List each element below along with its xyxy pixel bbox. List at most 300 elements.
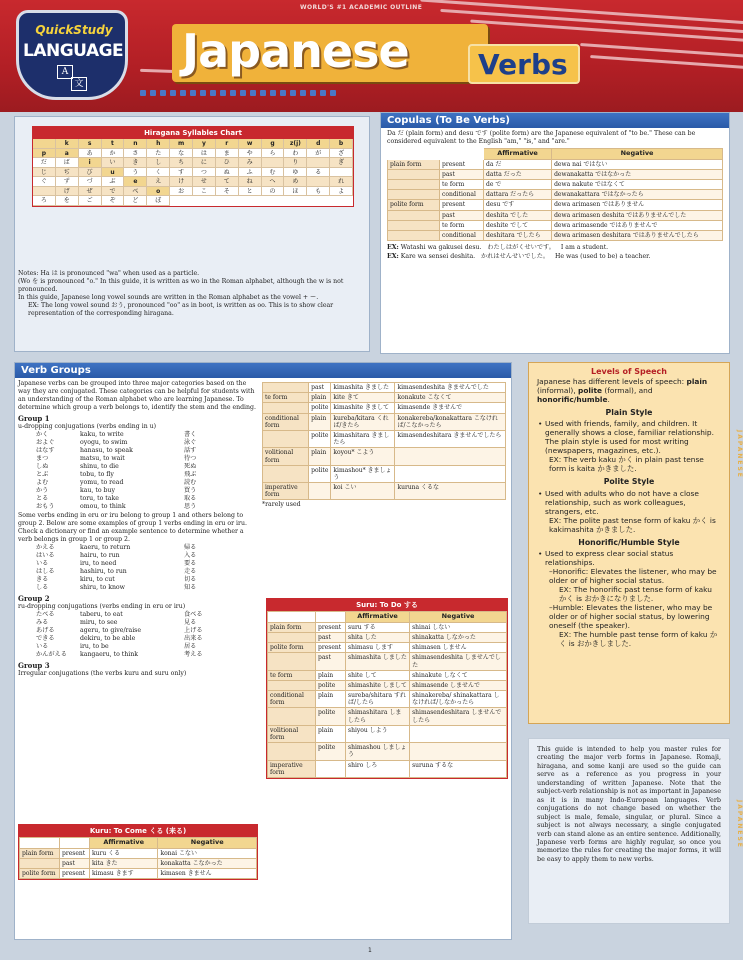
verb-list-item	[18, 439, 258, 447]
table-row	[268, 708, 507, 725]
hiragana-cell: お	[170, 187, 193, 197]
table-cell: plain	[309, 448, 331, 465]
page-subtitle: Verbs	[478, 48, 568, 81]
hiragana-cell: み	[239, 158, 262, 168]
table-row	[388, 169, 723, 179]
hiragana-cell: ず	[56, 177, 79, 187]
verb-romaji-meaning: iru, to need	[80, 560, 117, 568]
table-cell: conditional	[440, 190, 484, 200]
hiragana-cell: り	[284, 158, 307, 168]
hiragana-cell: よ	[330, 187, 353, 197]
hiragana-col-header: r	[216, 139, 239, 149]
group1-list-2	[18, 544, 258, 592]
verb-romaji-meaning: tobu, to fly	[80, 470, 114, 478]
verb-romaji-meaning: hanasu, to speak	[80, 446, 133, 454]
verb-kanji: 話す	[184, 446, 197, 454]
hiragana-cell	[330, 168, 353, 178]
verb-romaji-meaning: shinu, to die	[80, 462, 119, 470]
table-cell	[388, 220, 440, 230]
table-row	[388, 190, 723, 200]
table-cell	[388, 190, 440, 200]
table-cell: shimasendeshita しませんでした	[410, 653, 507, 670]
polite-style-title: Polite Style	[603, 477, 655, 487]
verb-kana: いる	[36, 560, 49, 568]
verb-kana: みる	[36, 619, 49, 627]
verb-kanji: 走る	[184, 568, 197, 576]
hiragana-cell: せ	[193, 177, 216, 187]
table-cell: present	[60, 848, 90, 858]
hiragana-col-header: h	[147, 139, 170, 149]
verb-romaji-meaning: matsu, to wait	[80, 454, 125, 462]
table-cell: dewa arimasende ではありませんで	[552, 220, 723, 230]
page-title: Japanese	[182, 24, 409, 78]
verb-kana: よむ	[36, 478, 49, 486]
verb-kanji: 入る	[184, 552, 197, 560]
table-cell: dewa arimasen deshita ではありませんでした	[552, 210, 723, 220]
verb-kanji: 読む	[184, 478, 197, 486]
hiragana-col-header: z(j)	[284, 139, 307, 149]
table-cell	[263, 403, 309, 413]
hiragana-cell: ら	[262, 149, 285, 159]
table-cell: conditional form	[263, 413, 309, 430]
table-cell: desu です	[484, 200, 552, 210]
col-negative: Negative	[552, 148, 723, 159]
guide-note: This guide is intended to help you master rules for creating the major verb forms in Japanese. Romaji, hiragana, and some kanji are used so the guide can serve as a reference as you progress in your understanding of written Japanese. Note that the subject-verb relationship is not as important in Japanese as it is in many Indo-European languages. Verb conjugations do not change based on whether the subject is male, female, singular, or plural. Since a subject is not always necessary, a single conjugated verb can stand alone as an entire sentence. Additionally, Japanese verb forms are highly regular, so once you memorize the rules for creating the major forms, it will be easy to apply them to new verbs.	[537, 745, 721, 863]
hiragana-cell: ぼ	[147, 196, 170, 206]
table-cell: plain	[316, 725, 346, 742]
table-cell: datta だった	[484, 169, 552, 179]
table-row	[263, 413, 506, 430]
hiragana-cell: ち	[170, 158, 193, 168]
table-cell: te form	[440, 180, 484, 190]
table-cell: past	[60, 858, 90, 868]
verb-list-item	[18, 568, 258, 576]
table-cell	[263, 465, 309, 482]
side-tab: JAPANESE	[736, 430, 743, 479]
table-row	[268, 725, 507, 742]
verb-list-item	[18, 487, 258, 495]
hiragana-cell: な	[170, 149, 193, 159]
hiragana-cell: も	[307, 187, 330, 197]
table-cell: te form	[268, 670, 316, 680]
table-cell: shimashita しました	[346, 653, 410, 670]
glyph-a: A	[57, 65, 73, 79]
group2-title: Group 2	[18, 593, 50, 603]
verb-list-item	[18, 611, 258, 619]
hiragana-cell: ま	[216, 149, 239, 159]
levels-intro: Japanese has different levels of speech: plain (informal), polite (formal), and honorific/humble.	[537, 376, 708, 404]
table-cell: shimashou しましょう	[346, 743, 410, 760]
table-cell: past	[440, 210, 484, 220]
table-cell: kimasendeshitara きませんでしたら	[395, 430, 506, 447]
table-cell	[263, 430, 309, 447]
verb-groups-title: Verb Groups	[15, 363, 511, 378]
table-row	[388, 200, 723, 210]
table-cell: polite form	[20, 869, 60, 879]
table-cell: conditional form	[268, 691, 316, 708]
table-cell: present	[440, 200, 484, 210]
honorific-example: EX: The honorific past tense form of kaku かく is おかきになりました.	[559, 585, 712, 604]
hiragana-cell	[307, 158, 330, 168]
table-cell: sureba/shitara すれば/したら	[346, 691, 410, 708]
verb-kana: おもう	[36, 502, 55, 510]
table-cell: shimasende しませんで	[410, 680, 507, 690]
verb-kana: あげる	[36, 627, 55, 635]
title-box	[172, 24, 488, 82]
hiragana-cell: く	[147, 168, 170, 178]
table-cell: de で	[484, 180, 552, 190]
table-cell: present	[316, 622, 346, 632]
table-cell: shiyou しよう	[346, 725, 410, 742]
verb-kanji: 死ぬ	[184, 462, 197, 470]
verb-kanji: 泳ぐ	[184, 439, 197, 447]
group3-title: Group 3	[18, 660, 50, 670]
verb-kana: しる	[36, 583, 49, 591]
verb-kanji: 知る	[184, 583, 197, 591]
table-cell: shimasen しません	[410, 643, 507, 653]
hiragana-cell: わ	[284, 149, 307, 159]
verb-romaji-meaning: hairu, to run	[80, 552, 120, 560]
hiragana-cell	[33, 187, 56, 197]
verb-kanji: 要る	[184, 560, 197, 568]
group2-list	[18, 611, 258, 659]
col-affirmative: Affirmative	[484, 148, 552, 159]
copula-example-1: EX: Watashi wa gakusei desu. わたしはがくせいです。 I am a student.	[387, 244, 609, 252]
verb-romaji-meaning: miru, to see	[80, 619, 118, 627]
table-cell	[388, 210, 440, 220]
verb-list-item	[18, 447, 258, 455]
hiragana-cell: げ	[56, 187, 79, 197]
table-cell	[388, 230, 440, 240]
quickstudy-logo	[16, 10, 128, 100]
table-cell: imperative form	[268, 760, 316, 777]
verb-list-item	[18, 576, 258, 584]
hiragana-cell: a	[56, 149, 79, 159]
hiragana-cell: べ	[124, 187, 147, 197]
table-cell: shimashite しまして	[346, 680, 410, 690]
table-cell: konakute こなくて	[395, 393, 506, 403]
hiragana-col-header: s	[79, 139, 102, 149]
group1-list	[18, 431, 258, 510]
hiragana-cell: び	[79, 168, 102, 178]
page-number: 1	[368, 947, 372, 954]
table-cell: kite きて	[331, 393, 395, 403]
hiragana-cell: る	[307, 168, 330, 178]
table-cell: kimashou* きましょう	[331, 465, 395, 482]
verb-kana: かんがえる	[36, 650, 67, 658]
table-cell: shimashitara しましたら	[346, 708, 410, 725]
verb-kanji: 書く	[184, 431, 197, 439]
hiragana-title: Hiragana Syllables Chart	[33, 127, 353, 139]
table-cell: shiro しろ	[346, 760, 410, 777]
verb-kanji: 思う	[184, 502, 197, 510]
guide-note-panel	[528, 738, 730, 924]
levels-of-speech	[528, 362, 730, 724]
hiragana-cell: じ	[33, 168, 56, 178]
hiragana-cell: さ	[124, 149, 147, 159]
table-cell: dewa nai ではない	[552, 159, 723, 169]
col-negative: Negative	[410, 612, 507, 623]
hiragana-notes	[18, 270, 366, 318]
table-cell	[388, 180, 440, 190]
table-row	[20, 869, 257, 879]
table-cell: shinakute しなくて	[410, 670, 507, 680]
table-cell: plain form	[268, 622, 316, 632]
table-cell	[395, 465, 506, 482]
table-cell: kimasen きません	[158, 869, 257, 879]
table-cell: shinakereba/ shinakattara しなければ/しなかったら	[410, 691, 507, 708]
table-cell	[309, 483, 331, 500]
table-row	[263, 393, 506, 403]
verb-kanji: 上げる	[184, 627, 203, 635]
hiragana-cell: て	[216, 177, 239, 187]
verb-romaji-meaning: omou, to think	[80, 502, 126, 510]
table-cell: konakatta こなかった	[158, 858, 257, 868]
hiragana-cell: ど	[124, 196, 147, 206]
hiragana-col-header: y	[193, 139, 216, 149]
table-cell: present	[316, 643, 346, 653]
hiragana-cell: め	[284, 177, 307, 187]
verb-kana: いる	[36, 642, 49, 650]
hiragana-cell: ゆ	[284, 168, 307, 178]
table-cell: past	[316, 632, 346, 642]
table-cell	[268, 680, 316, 690]
verb-kana: およぐ	[36, 439, 55, 447]
table-cell: plain	[309, 393, 331, 403]
hiragana-cell: を	[56, 196, 79, 206]
verb-romaji-meaning: kaeru, to return	[80, 544, 131, 552]
hiragana-cell: か	[102, 149, 125, 159]
table-cell	[388, 169, 440, 179]
verb-kanji: 待つ	[184, 454, 197, 462]
table-row	[263, 448, 506, 465]
table-cell	[395, 448, 506, 465]
table-cell: dewa arimasen deshitara ではありませんでしたら	[552, 230, 723, 240]
verb-kanji: 居る	[184, 642, 197, 650]
verb-romaji-meaning: shiru, to know	[80, 583, 125, 591]
group2-desc: ru-dropping conjugations (verbs ending in eru or iru)	[18, 603, 186, 611]
verb-kana: しぬ	[36, 462, 49, 470]
hiragana-col-header: b	[330, 139, 353, 149]
suru-panel	[266, 598, 508, 779]
humble-point: –Humble: Elevates the listener, who may be older or of higher social status, by lowering oneself (the speaker).	[549, 603, 713, 631]
hiragana-cell: ぐ	[33, 177, 56, 187]
table-cell: kita きた	[90, 858, 158, 868]
table-row	[263, 483, 506, 500]
table-cell	[263, 383, 309, 393]
hiragana-cell: が	[307, 149, 330, 159]
verb-romaji-meaning: kau, to buy	[80, 486, 115, 494]
verb-kanji: 買う	[184, 486, 197, 494]
hiragana-cell: の	[262, 187, 285, 197]
hiragana-cell: す	[170, 168, 193, 178]
table-cell	[268, 743, 316, 760]
tagline: WORLD'S #1 ACADEMIC OUTLINE	[300, 4, 423, 11]
table-cell: plain	[309, 413, 331, 430]
table-cell: polite	[309, 430, 331, 447]
group1-desc: u-dropping conjugations (verbs ending in u)	[18, 423, 157, 431]
rarely-used-note: *rarely used	[262, 501, 301, 509]
hiragana-chart	[32, 126, 354, 207]
table-cell: kureba/kitara くれば/きたら	[331, 413, 395, 430]
verb-kana: かく	[36, 431, 49, 439]
levels-title: Levels of Speech	[591, 367, 667, 376]
verb-kanji: 食べる	[184, 611, 203, 619]
hiragana-cell: は	[193, 149, 216, 159]
verb-list-item	[18, 431, 258, 439]
table-cell: suruna するな	[410, 760, 507, 777]
table-cell: deshita でした	[484, 210, 552, 220]
verb-romaji-meaning: kaku, to write	[80, 431, 124, 439]
table-cell: te form	[263, 393, 309, 403]
verb-groups-intro: Japanese verbs can be grouped into three major categories based on the way they are conjugated. These categories can be helpful for students with an understanding of the Roman alphabet who are learning Japanese. To determine which group a verb belongs to, identify the stem and the ending.	[18, 380, 256, 411]
verb-list-item	[18, 479, 258, 487]
honorific-style-bullet: • Used to express clear social status relationships.	[537, 549, 729, 567]
table-cell: polite form	[268, 643, 316, 653]
table-cell: present	[60, 869, 90, 879]
hiragana-cell: u	[102, 168, 125, 178]
hiragana-cell: i	[79, 158, 102, 168]
table-cell: shimasendeshitara しませんでしたら	[410, 708, 507, 725]
verb-kanji: 取る	[184, 494, 197, 502]
table-cell	[316, 760, 346, 777]
note-line: (Wo を is pronounced "o." In this guide, it is written as wo in the Roman alphabet, although the w is not pronounced.	[18, 277, 344, 293]
kuru-continued	[262, 382, 506, 510]
note-line: EX: The long vowel sound おう, pronounced "oo" as in boot, is written as oo. This is to show clear representation of the corresponding hiragana.	[28, 301, 334, 317]
verb-kana: はなす	[36, 446, 55, 454]
table-row	[263, 430, 506, 447]
group1-note: Some verbs ending in eru or iru belong to group 1 and others belong to group 2. Below are some examples of group 1 verbs ending in eru or iru. Check a dictionary or find an example sentence to determine whether a verb belongs in group 1 or group 2.	[18, 512, 247, 544]
table-cell: polite	[309, 403, 331, 413]
verb-list-item	[18, 552, 258, 560]
hiragana-cell: o	[147, 187, 170, 197]
hiragana-cell: き	[124, 158, 147, 168]
hiragana-grid	[33, 139, 353, 206]
hiragana-cell: ぞ	[102, 196, 125, 206]
table-row	[268, 632, 507, 642]
hiragana-cell: や	[239, 149, 262, 159]
table-cell: konai こない	[158, 848, 257, 858]
verb-kana: とぶ	[36, 470, 49, 478]
table-row	[268, 760, 507, 777]
verb-list-item	[18, 471, 258, 479]
hiragana-cell: ほ	[284, 187, 307, 197]
glyph-b: 文	[71, 77, 87, 91]
verb-kanji: 見る	[184, 619, 197, 627]
hiragana-cell: む	[262, 168, 285, 178]
hiragana-cell: へ	[262, 177, 285, 187]
table-row	[388, 220, 723, 230]
hiragana-cell: ぎ	[330, 158, 353, 168]
note-line: Notes: Ha は is pronounced "wa" when used as a particle.	[18, 270, 200, 277]
verb-romaji-meaning: yomu, to read	[80, 478, 124, 486]
hiragana-col-header: t	[102, 139, 125, 149]
verb-kana: はしる	[36, 568, 55, 576]
table-cell: koyou* こよう	[331, 448, 395, 465]
table-cell	[410, 743, 507, 760]
table-row	[268, 680, 507, 690]
table-cell: kuru くる	[90, 848, 158, 858]
hiragana-cell: だ	[33, 158, 56, 168]
kuru-continued-table	[262, 382, 506, 500]
copulas-title: Copulas (To Be Verbs)	[381, 113, 729, 128]
table-cell: dewa arimasen ではありません	[552, 200, 723, 210]
polite-style-bullet: • Used with adults who do not have a close relationship, such as work colleagues, strangers, etc.	[537, 489, 729, 516]
table-cell: present	[440, 159, 484, 169]
hiragana-cell: ふ	[239, 168, 262, 178]
table-cell: kimasu きます	[90, 869, 158, 879]
brand-top: QuickStudy	[35, 23, 113, 37]
hiragana-cell	[307, 177, 330, 187]
hiragana-cell: で	[102, 187, 125, 197]
verb-romaji-meaning: kiru, to cut	[80, 575, 115, 583]
verb-list-item	[18, 635, 258, 643]
table-cell: kuruna くるな	[395, 483, 506, 500]
hiragana-col-header: p	[33, 149, 56, 159]
table-cell	[268, 632, 316, 642]
hiragana-cell: こ	[193, 187, 216, 197]
language-glyph-icon	[49, 65, 99, 93]
hiragana-col-header: k	[56, 139, 79, 149]
header-banner	[0, 0, 743, 112]
verb-list-item	[18, 503, 258, 511]
copulas-intro: Da だ (plain form) and desu です (polite form) are the Japanese equivalent of "to be." These can be considered equivalent to the English "am," "is," and "are."	[387, 130, 696, 145]
table-cell: shinakatta しなかった	[410, 632, 507, 642]
hiragana-cell: ぢ	[56, 168, 79, 178]
table-cell: deshite でして	[484, 220, 552, 230]
table-cell: suru する	[346, 622, 410, 632]
hiragana-col-header: m	[170, 139, 193, 149]
table-row	[268, 691, 507, 708]
verb-kana: きる	[36, 575, 49, 583]
verb-list-item	[18, 495, 258, 503]
table-cell: polite form	[388, 200, 440, 210]
group1-title: Group 1	[18, 413, 50, 423]
table-cell: koi こい	[331, 483, 395, 500]
hiragana-cell: と	[239, 187, 262, 197]
table-row	[268, 653, 507, 670]
plain-style-title: Plain Style	[605, 407, 653, 417]
hiragana-cell: ぜ	[79, 187, 102, 197]
hiragana-cell: づ	[79, 177, 102, 187]
table-cell: polite	[316, 743, 346, 760]
table-cell: conditional	[440, 230, 484, 240]
header-dots	[140, 90, 350, 98]
hiragana-col-header: n	[124, 139, 147, 149]
kuru-panel	[18, 824, 258, 880]
table-row	[268, 622, 507, 632]
table-cell: plain	[316, 691, 346, 708]
header-stripe	[590, 55, 743, 72]
table-cell: dewanakatta ではなかった	[552, 169, 723, 179]
suru-table	[267, 611, 507, 778]
hiragana-cell: ご	[79, 196, 102, 206]
table-row	[263, 465, 506, 482]
hiragana-cell: し	[147, 158, 170, 168]
table-cell: past	[316, 653, 346, 670]
polite-style-example: EX: The polite past tense form of kaku かく is kakimashita かきました.	[549, 515, 716, 534]
subtitle-box	[468, 44, 580, 84]
hiragana-cell	[262, 158, 285, 168]
verb-kanji: 飛ぶ	[184, 470, 197, 478]
kuru-table	[19, 837, 257, 879]
table-cell: dewanakattara ではなかったら	[552, 190, 723, 200]
table-cell: kimashite きまして	[331, 403, 395, 413]
hiragana-cell: ぶ	[102, 177, 125, 187]
table-row	[388, 180, 723, 190]
verb-kanji: 切る	[184, 575, 197, 583]
hiragana-cell: そ	[216, 187, 239, 197]
